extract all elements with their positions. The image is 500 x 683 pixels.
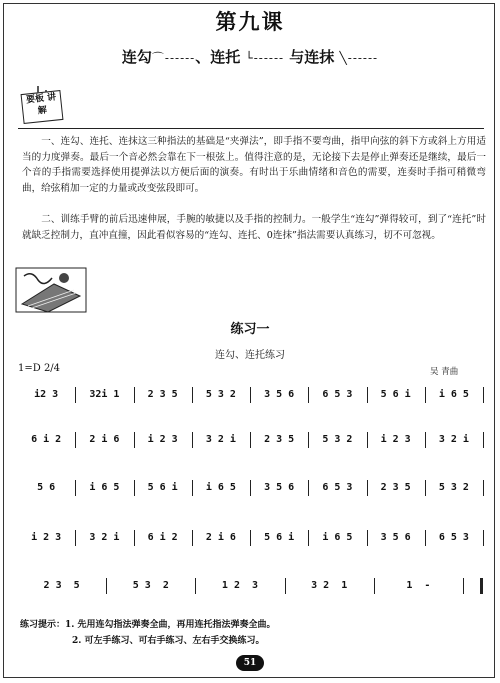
subtitle-part-lian-gou: 连勾: [121, 48, 152, 66]
score-measure: 6 5 3: [322, 389, 353, 400]
score-measure: 3 2 i: [438, 434, 469, 445]
subtitle-part-lian-tuo: 、连托: [195, 48, 241, 66]
bar-line: [483, 432, 484, 448]
score-row: [18, 476, 484, 500]
score-measure: 5 6 i: [147, 482, 178, 493]
badge-label: 要板 讲解: [21, 90, 64, 124]
lesson-subtitle: [0, 46, 500, 67]
score-row: [18, 574, 484, 598]
score-measure: 3 5 6: [380, 532, 411, 543]
subtitle-dash-2: └------: [245, 51, 285, 65]
page-number: 51: [236, 655, 264, 671]
bar-line: [483, 480, 484, 496]
score-measure: 3 2 i: [89, 532, 120, 543]
score-measure: i 6 5: [89, 482, 120, 493]
score-measure: i 6 5: [205, 482, 236, 493]
score-measure: 5 3 2: [438, 482, 469, 493]
score-measure: 3 2 i: [205, 434, 236, 445]
score-measure: 3 2 1: [311, 580, 348, 591]
bar-line: [483, 387, 484, 403]
key-signature: 1=D 2/4: [18, 363, 61, 374]
score-measure: 3 5 6: [264, 482, 295, 493]
subtitle-dash-1: ⌒------: [151, 51, 196, 65]
score-measure: 32i 1: [89, 389, 120, 400]
score-measure: 1 2 3: [221, 580, 259, 591]
subtitle-dash-3: ╲------: [339, 51, 379, 65]
score-row: [18, 526, 484, 550]
exercise-title: 练习一: [230, 322, 270, 337]
hint-line-2: 2. 可左手练习、可右手练习、左右手交换练习。: [72, 636, 265, 646]
score-measure: 2 i 6: [89, 434, 120, 445]
exercise-subtitle: 连勾、连托练习: [215, 350, 285, 361]
score-measure: 2 3 5: [147, 389, 178, 400]
practice-illustration: [14, 266, 88, 314]
bar-line: [463, 578, 464, 594]
lecture-badge: [18, 84, 66, 124]
score-measure: i2 3: [34, 389, 59, 400]
score-measure: 5 3 2: [205, 389, 236, 400]
score-measure: 2 3 5: [380, 482, 411, 493]
score-measure: 5 6 i: [264, 532, 295, 543]
composer: 吴 青曲: [430, 367, 459, 377]
section-rule: [18, 128, 484, 129]
score-measure: 6 i 2: [31, 434, 62, 445]
score-measure: 6 i 2: [147, 532, 178, 543]
score-measure: 6 5 3: [438, 532, 469, 543]
score-measure: 3 5 6: [264, 389, 295, 400]
score-measure: 2 3 5: [264, 434, 295, 445]
final-bar-line: [480, 578, 483, 594]
score-measure: i 2 3: [380, 434, 411, 445]
score-measure: i 6 5: [322, 532, 353, 543]
paragraph-2: 二、训练手臂的前后迅速伸展，手腕的敏捷以及手指的控制力。一般学生“连勾”弹得较可，到了“连托”时就缺乏控制力，直冲直撞，因此看似容易的“连勾、连托、0连抹”指法需要认真练习，切不可忽视。: [22, 214, 486, 241]
hint-line-1: [20, 617, 276, 630]
subtitle-part-lian-mo: 与连抹: [289, 48, 335, 66]
bar-line: [483, 530, 484, 546]
score-measure: i 2 3: [147, 434, 178, 445]
score-measure: 5 3 2: [322, 434, 353, 445]
score-measure: 5 3 2: [132, 580, 169, 591]
score-row: [18, 383, 484, 407]
lesson-title: 第九课: [215, 9, 285, 34]
score-measure: i 2 3: [31, 532, 62, 543]
paragraph-1: 一、连勾、连托、连抹这三种指法的基础是“夹弹法”，即手指不要弯曲，指甲向弦的斜下方或斜上方用适当的力度弹奏。最后一个音必然会靠在下一根弦上。值得注意的是，无论接下去是停止弹奏还是继续，最后一个音的手指需要选择使用提弹法以方便后面的演奏。有时出于乐曲情绪和音色的需要，连奏时手指可稍微弯曲，给弦稍加一定的力量或改变弦段即可。: [22, 136, 486, 194]
score-measure: 5 6 i: [380, 389, 411, 400]
score-measure: i 6 5: [438, 389, 469, 400]
score-measure: 2 3 5: [43, 580, 80, 591]
score-measure: 6 5 3: [322, 482, 353, 493]
score-measure: 2 i 6: [205, 532, 236, 543]
score-measure: 1 -: [406, 580, 431, 591]
hint-label: 练习提示：: [20, 620, 66, 630]
score-measure: 5 6: [37, 482, 56, 493]
score-row: [18, 428, 484, 452]
hint-item-1: 1. 先用连勾指法弹奏全曲，再用连托指法弹奏全曲。: [65, 620, 276, 630]
